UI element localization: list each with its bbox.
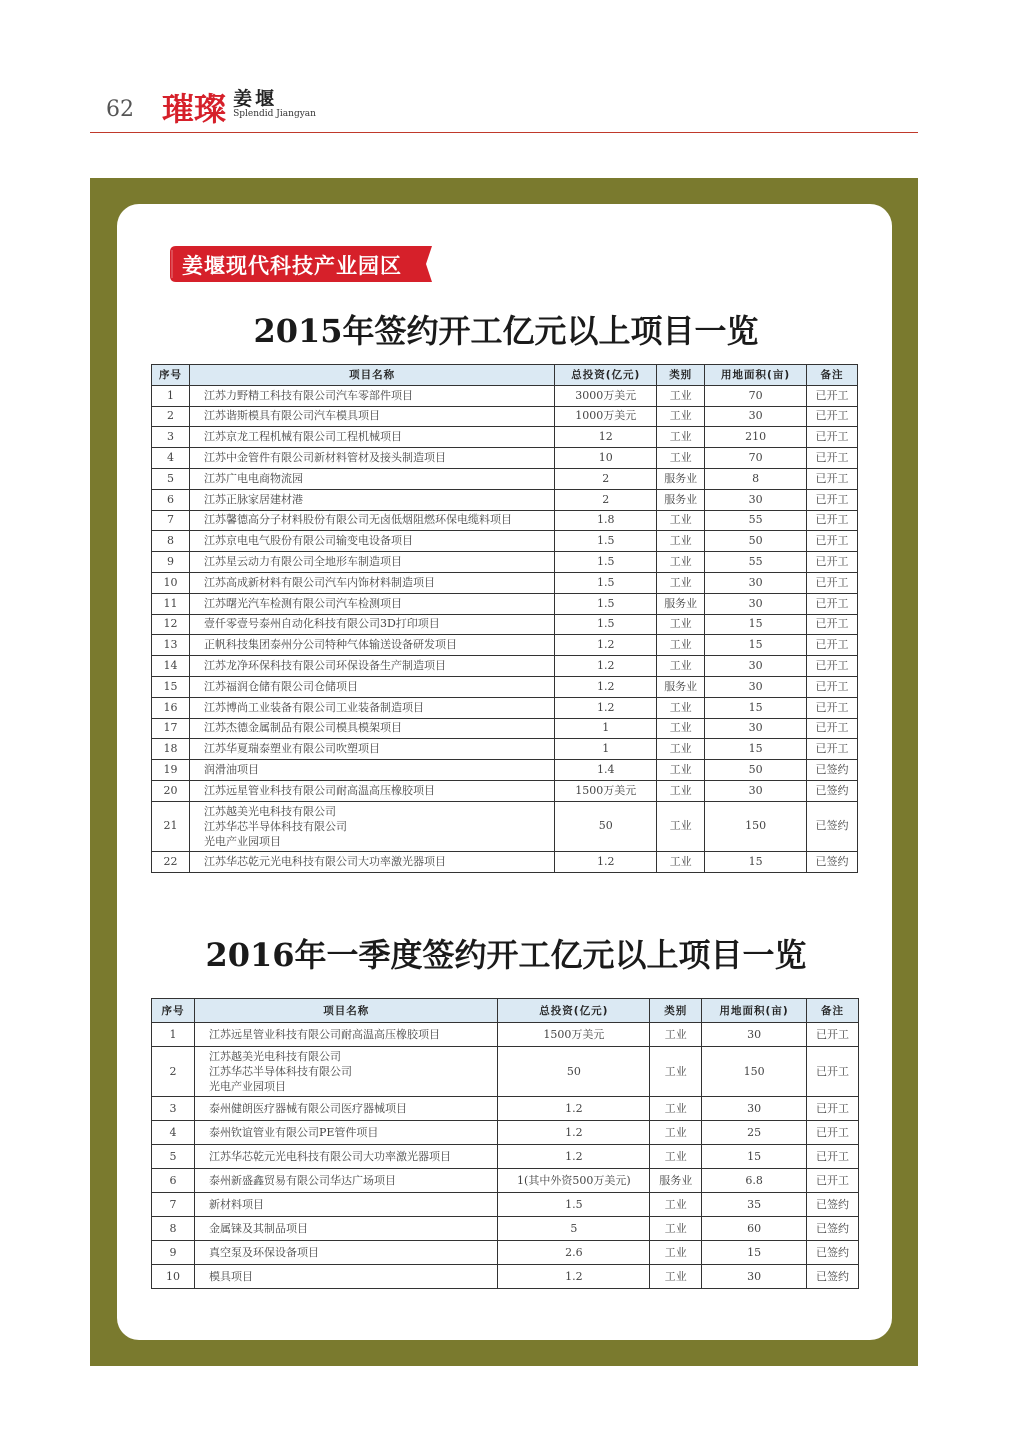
category: 服务业 bbox=[657, 593, 705, 614]
project-name: 江苏福润仓储有限公司仓储项目 bbox=[189, 676, 554, 697]
remark: 已开工 bbox=[807, 531, 858, 552]
remark: 已开工 bbox=[807, 1023, 859, 1047]
row-number: 16 bbox=[152, 697, 190, 718]
row-number: 3 bbox=[152, 1097, 195, 1121]
land-area: 55 bbox=[705, 552, 807, 573]
header-divider bbox=[90, 132, 918, 133]
remark: 已开工 bbox=[807, 1145, 859, 1169]
total-investment: 1.5 bbox=[555, 531, 657, 552]
row-number: 10 bbox=[152, 572, 190, 593]
remark: 已签约 bbox=[807, 1193, 859, 1217]
table-row bbox=[152, 385, 858, 406]
category: 工业 bbox=[657, 552, 705, 573]
land-area: 50 bbox=[705, 760, 807, 781]
remark: 已签约 bbox=[807, 780, 858, 801]
table-row bbox=[152, 1217, 859, 1241]
land-area: 15 bbox=[702, 1241, 807, 1265]
total-investment: 1 bbox=[555, 718, 657, 739]
land-area: 15 bbox=[705, 739, 807, 760]
table-row bbox=[152, 851, 858, 872]
row-number: 2 bbox=[152, 406, 190, 427]
project-name: 江苏华芯乾元光电科技有限公司大功率激光器项目 bbox=[189, 851, 554, 872]
land-area: 15 bbox=[705, 697, 807, 718]
land-area: 210 bbox=[705, 427, 807, 448]
row-number: 15 bbox=[152, 676, 190, 697]
total-investment: 1.2 bbox=[555, 635, 657, 656]
section-ribbon bbox=[168, 244, 436, 284]
remark: 已签约 bbox=[807, 1241, 859, 1265]
remark: 已签约 bbox=[807, 851, 858, 872]
project-name: 江苏力野精工科技有限公司汽车零部件项目 bbox=[189, 385, 554, 406]
land-area: 150 bbox=[702, 1047, 807, 1097]
land-area: 30 bbox=[705, 718, 807, 739]
remark: 已签约 bbox=[807, 1217, 859, 1241]
total-investment: 1.4 bbox=[555, 760, 657, 781]
row-number: 7 bbox=[152, 1193, 195, 1217]
project-name: 润滑油项目 bbox=[189, 760, 554, 781]
remark: 已开工 bbox=[807, 468, 858, 489]
table-row bbox=[152, 1265, 859, 1289]
table-row bbox=[152, 427, 858, 448]
total-investment: 1.2 bbox=[498, 1097, 650, 1121]
column-header: 类别 bbox=[657, 365, 705, 386]
project-name: 江苏曙光汽车检测有限公司汽车检测项目 bbox=[189, 593, 554, 614]
table-row bbox=[152, 780, 858, 801]
category: 工业 bbox=[650, 1265, 702, 1289]
land-area: 15 bbox=[702, 1145, 807, 1169]
remark: 已签约 bbox=[807, 760, 858, 781]
project-name: 江苏杰德金属制品有限公司模具模架项目 bbox=[189, 718, 554, 739]
total-investment: 2 bbox=[555, 468, 657, 489]
project-name: 江苏博尚工业装备有限公司工业装备制造项目 bbox=[189, 697, 554, 718]
project-name: 江苏京龙工程机械有限公司工程机械项目 bbox=[189, 427, 554, 448]
row-number: 4 bbox=[152, 448, 190, 469]
table-row bbox=[152, 1169, 859, 1193]
category: 工业 bbox=[657, 614, 705, 635]
table-row bbox=[152, 656, 858, 677]
category: 工业 bbox=[657, 531, 705, 552]
table-row bbox=[152, 552, 858, 573]
table-header-row bbox=[152, 999, 859, 1023]
row-number: 19 bbox=[152, 760, 190, 781]
land-area: 35 bbox=[702, 1193, 807, 1217]
table-row bbox=[152, 406, 858, 427]
total-investment: 1.2 bbox=[555, 851, 657, 872]
table-row bbox=[152, 1241, 859, 1265]
category: 工业 bbox=[657, 851, 705, 872]
table-row bbox=[152, 593, 858, 614]
category: 工业 bbox=[650, 1121, 702, 1145]
project-name: 江苏高成新材料有限公司汽车内饰材料制造项目 bbox=[189, 572, 554, 593]
category: 工业 bbox=[650, 1217, 702, 1241]
category: 工业 bbox=[650, 1023, 702, 1047]
project-name: 江苏华夏瑞泰塑业有限公司吹塑项目 bbox=[189, 739, 554, 760]
projects-2015-table bbox=[151, 364, 858, 873]
projects-2016q1-table bbox=[151, 998, 859, 1289]
remark: 已开工 bbox=[807, 448, 858, 469]
table-row bbox=[152, 468, 858, 489]
row-number: 6 bbox=[152, 489, 190, 510]
row-number: 22 bbox=[152, 851, 190, 872]
category: 工业 bbox=[657, 427, 705, 448]
total-investment: 1.2 bbox=[498, 1145, 650, 1169]
total-investment: 50 bbox=[498, 1047, 650, 1097]
row-number: 13 bbox=[152, 635, 190, 656]
remark: 已开工 bbox=[807, 635, 858, 656]
row-number: 8 bbox=[152, 1217, 195, 1241]
column-header: 项目名称 bbox=[194, 999, 498, 1023]
total-investment: 1.5 bbox=[555, 552, 657, 573]
total-investment: 12 bbox=[555, 427, 657, 448]
row-number: 11 bbox=[152, 593, 190, 614]
category: 服务业 bbox=[657, 676, 705, 697]
project-name: 江苏远星管业科技有限公司耐高温高压橡胶项目 bbox=[189, 780, 554, 801]
remark: 已开工 bbox=[807, 739, 858, 760]
remark: 已签约 bbox=[807, 801, 858, 851]
column-header: 总投资(亿元) bbox=[498, 999, 650, 1023]
remark: 已开工 bbox=[807, 697, 858, 718]
row-number: 21 bbox=[152, 801, 190, 851]
column-header: 类别 bbox=[650, 999, 702, 1023]
column-header: 用地面积(亩) bbox=[705, 365, 807, 386]
remark: 已开工 bbox=[807, 718, 858, 739]
remark: 已签约 bbox=[807, 1265, 859, 1289]
category: 服务业 bbox=[650, 1169, 702, 1193]
land-area: 30 bbox=[702, 1265, 807, 1289]
category: 服务业 bbox=[657, 489, 705, 510]
remark: 已开工 bbox=[807, 656, 858, 677]
row-number: 14 bbox=[152, 656, 190, 677]
project-name: 泰州钦谊管业有限公司PE管件项目 bbox=[194, 1121, 498, 1145]
project-name: 江苏京电电气股份有限公司输变电设备项目 bbox=[189, 531, 554, 552]
total-investment: 2 bbox=[555, 489, 657, 510]
total-investment: 3000万美元 bbox=[555, 385, 657, 406]
table-row bbox=[152, 1023, 859, 1047]
table-row bbox=[152, 697, 858, 718]
project-name: 泰州新盛鑫贸易有限公司华达广场项目 bbox=[194, 1169, 498, 1193]
table-row bbox=[152, 614, 858, 635]
project-name: 金属铼及其制品项目 bbox=[194, 1217, 498, 1241]
table-row bbox=[152, 760, 858, 781]
row-number: 20 bbox=[152, 780, 190, 801]
total-investment: 50 bbox=[555, 801, 657, 851]
column-header: 项目名称 bbox=[189, 365, 554, 386]
project-name: 江苏星云动力有限公司全地形车制造项目 bbox=[189, 552, 554, 573]
column-header: 序号 bbox=[152, 999, 195, 1023]
row-number: 8 bbox=[152, 531, 190, 552]
land-area: 30 bbox=[705, 406, 807, 427]
land-area: 70 bbox=[705, 448, 807, 469]
project-name: 江苏越美光电科技有限公司 江苏华芯半导体科技有限公司 光电产业园项目 bbox=[189, 801, 554, 851]
land-area: 55 bbox=[705, 510, 807, 531]
land-area: 30 bbox=[705, 780, 807, 801]
row-number: 12 bbox=[152, 614, 190, 635]
column-header: 序号 bbox=[152, 365, 190, 386]
row-number: 9 bbox=[152, 1241, 195, 1265]
land-area: 30 bbox=[705, 489, 807, 510]
category: 工业 bbox=[657, 572, 705, 593]
magazine-logo bbox=[162, 84, 316, 130]
table-row bbox=[152, 510, 858, 531]
table-row bbox=[152, 635, 858, 656]
land-area: 30 bbox=[702, 1097, 807, 1121]
total-investment: 1.5 bbox=[555, 593, 657, 614]
category: 工业 bbox=[657, 635, 705, 656]
table-row bbox=[152, 1145, 859, 1169]
row-number: 5 bbox=[152, 468, 190, 489]
row-number: 3 bbox=[152, 427, 190, 448]
category: 工业 bbox=[657, 656, 705, 677]
total-investment: 1.2 bbox=[555, 697, 657, 718]
category: 工业 bbox=[657, 739, 705, 760]
category: 工业 bbox=[657, 801, 705, 851]
land-area: 150 bbox=[705, 801, 807, 851]
project-name: 江苏正脉家居建材港 bbox=[189, 489, 554, 510]
land-area: 30 bbox=[705, 676, 807, 697]
project-name: 壹仟零壹号泰州自动化科技有限公司3D打印项目 bbox=[189, 614, 554, 635]
project-name: 江苏远星管业科技有限公司耐高温高压橡胶项目 bbox=[194, 1023, 498, 1047]
total-investment: 1.2 bbox=[555, 676, 657, 697]
project-name: 真空泵及环保设备项目 bbox=[194, 1241, 498, 1265]
row-number: 9 bbox=[152, 552, 190, 573]
table-row bbox=[152, 718, 858, 739]
remark: 已开工 bbox=[807, 676, 858, 697]
table2-title: 2016年一季度签约开工亿元以上项目一览 bbox=[205, 936, 807, 974]
logo-en-text: Splendid Jiangyan bbox=[233, 109, 316, 119]
logo-main-text: 璀璨 bbox=[162, 90, 227, 128]
category: 工业 bbox=[650, 1047, 702, 1097]
column-header: 用地面积(亩) bbox=[702, 999, 807, 1023]
land-area: 60 bbox=[702, 1217, 807, 1241]
project-name: 江苏越美光电科技有限公司 江苏华芯半导体科技有限公司 光电产业园项目 bbox=[194, 1047, 498, 1097]
land-area: 15 bbox=[705, 614, 807, 635]
total-investment: 5 bbox=[498, 1217, 650, 1241]
project-name: 江苏谐斯模具有限公司汽车模具项目 bbox=[189, 406, 554, 427]
category: 服务业 bbox=[657, 468, 705, 489]
total-investment: 1500万美元 bbox=[555, 780, 657, 801]
category: 工业 bbox=[650, 1193, 702, 1217]
total-investment: 1.2 bbox=[498, 1265, 650, 1289]
land-area: 30 bbox=[705, 593, 807, 614]
category: 工业 bbox=[650, 1145, 702, 1169]
row-number: 2 bbox=[152, 1047, 195, 1097]
remark: 已开工 bbox=[807, 1121, 859, 1145]
table-row bbox=[152, 739, 858, 760]
total-investment: 1000万美元 bbox=[555, 406, 657, 427]
remark: 已开工 bbox=[807, 489, 858, 510]
land-area: 30 bbox=[702, 1023, 807, 1047]
total-investment: 1.8 bbox=[555, 510, 657, 531]
project-name: 模具项目 bbox=[194, 1265, 498, 1289]
page-header bbox=[0, 0, 1012, 135]
remark: 已开工 bbox=[807, 510, 858, 531]
project-name: 江苏龙净环保科技有限公司环保设备生产制造项目 bbox=[189, 656, 554, 677]
table-row bbox=[152, 676, 858, 697]
category: 工业 bbox=[657, 718, 705, 739]
total-investment: 1.5 bbox=[555, 572, 657, 593]
logo-sub bbox=[233, 89, 316, 119]
table-row bbox=[152, 801, 858, 851]
row-number: 1 bbox=[152, 385, 190, 406]
column-header: 备注 bbox=[807, 999, 859, 1023]
project-name: 江苏中金管件有限公司新材料管材及接头制造项目 bbox=[189, 448, 554, 469]
project-name: 江苏馨德高分子材料股份有限公司无卤低烟阻燃环保电缆料项目 bbox=[189, 510, 554, 531]
category: 工业 bbox=[650, 1241, 702, 1265]
category: 工业 bbox=[657, 780, 705, 801]
remark: 已开工 bbox=[807, 1169, 859, 1193]
total-investment: 10 bbox=[555, 448, 657, 469]
category: 工业 bbox=[650, 1097, 702, 1121]
land-area: 15 bbox=[705, 635, 807, 656]
total-investment: 1.2 bbox=[498, 1121, 650, 1145]
total-investment: 1.2 bbox=[555, 656, 657, 677]
land-area: 30 bbox=[705, 572, 807, 593]
table-row bbox=[152, 1047, 859, 1097]
total-investment: 1(其中外资500万美元) bbox=[498, 1169, 650, 1193]
land-area: 15 bbox=[705, 851, 807, 872]
remark: 已开工 bbox=[807, 1097, 859, 1121]
land-area: 6.8 bbox=[702, 1169, 807, 1193]
total-investment: 1500万美元 bbox=[498, 1023, 650, 1047]
column-header: 备注 bbox=[807, 365, 858, 386]
row-number: 4 bbox=[152, 1121, 195, 1145]
project-name: 泰州健朗医疗器械有限公司医疗器械项目 bbox=[194, 1097, 498, 1121]
project-name: 新材料项目 bbox=[194, 1193, 498, 1217]
remark: 已开工 bbox=[807, 572, 858, 593]
category: 工业 bbox=[657, 697, 705, 718]
category: 工业 bbox=[657, 448, 705, 469]
category: 工业 bbox=[657, 385, 705, 406]
land-area: 50 bbox=[705, 531, 807, 552]
total-investment: 2.6 bbox=[498, 1241, 650, 1265]
category: 工业 bbox=[657, 406, 705, 427]
logo-cn-text: 姜堰 bbox=[233, 88, 278, 110]
land-area: 70 bbox=[705, 385, 807, 406]
row-number: 1 bbox=[152, 1023, 195, 1047]
table1-title: 2015年签约开工亿元以上项目一览 bbox=[253, 312, 759, 350]
row-number: 5 bbox=[152, 1145, 195, 1169]
land-area: 25 bbox=[702, 1121, 807, 1145]
table-row bbox=[152, 1097, 859, 1121]
remark: 已开工 bbox=[807, 593, 858, 614]
row-number: 18 bbox=[152, 739, 190, 760]
table-row bbox=[152, 1121, 859, 1145]
remark: 已开工 bbox=[807, 614, 858, 635]
table-row bbox=[152, 489, 858, 510]
category: 工业 bbox=[657, 760, 705, 781]
land-area: 8 bbox=[705, 468, 807, 489]
row-number: 17 bbox=[152, 718, 190, 739]
total-investment: 1.5 bbox=[498, 1193, 650, 1217]
project-name: 江苏广电电商物流园 bbox=[189, 468, 554, 489]
remark: 已开工 bbox=[807, 552, 858, 573]
land-area: 30 bbox=[705, 656, 807, 677]
table-row bbox=[152, 1193, 859, 1217]
remark: 已开工 bbox=[807, 406, 858, 427]
total-investment: 1.5 bbox=[555, 614, 657, 635]
ribbon-label: 姜堰现代科技产业园区 bbox=[182, 254, 402, 278]
table-row bbox=[152, 448, 858, 469]
project-name: 江苏华芯乾元光电科技有限公司大功率激光器项目 bbox=[194, 1145, 498, 1169]
table-header-row bbox=[152, 365, 858, 386]
remark: 已开工 bbox=[807, 385, 858, 406]
row-number: 7 bbox=[152, 510, 190, 531]
column-header: 总投资(亿元) bbox=[555, 365, 657, 386]
table-row bbox=[152, 572, 858, 593]
page-number: 62 bbox=[106, 97, 134, 122]
row-number: 10 bbox=[152, 1265, 195, 1289]
category: 工业 bbox=[657, 510, 705, 531]
table-row bbox=[152, 531, 858, 552]
remark: 已开工 bbox=[807, 427, 858, 448]
row-number: 6 bbox=[152, 1169, 195, 1193]
total-investment: 1 bbox=[555, 739, 657, 760]
project-name: 正帆科技集团泰州分公司特种气体输送设备研发项目 bbox=[189, 635, 554, 656]
remark: 已开工 bbox=[807, 1047, 859, 1097]
